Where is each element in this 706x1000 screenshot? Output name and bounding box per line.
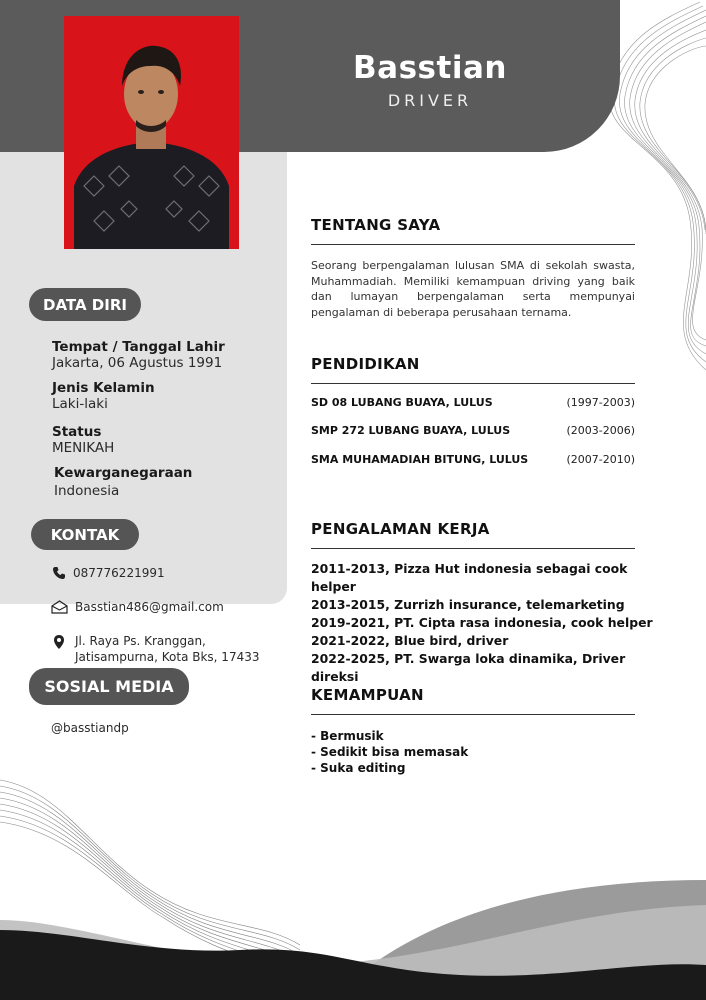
contact-address-line1: Jl. Raya Ps. Kranggan, — [75, 634, 206, 648]
experience-item: 2011-2013, Pizza Hut indonesia sebagai cook helper — [311, 561, 628, 594]
section-pill-personal: DATA DIRI — [29, 288, 141, 321]
field-value-nationality: Indonesia — [54, 483, 120, 499]
experience-item: 2013-2015, Zurrizh insurance, telemarketing — [311, 597, 625, 612]
experience-list — [311, 560, 671, 686]
section-title-experience: PENGALAMAN KERJA — [311, 520, 490, 538]
education-school: SMP 272 LUBANG BUAYA, LULUS — [311, 424, 511, 437]
section-divider-experience — [311, 548, 635, 549]
field-value-status: MENIKAH — [52, 440, 115, 456]
skills-list — [311, 728, 611, 776]
education-years: (2007-2010) — [566, 453, 635, 466]
about-text: Seorang berpengalaman lulusan SMA di sekolah swasta, Muhammadiah. Memiliki kemampuan driving yang baik dan lumayan berpengalaman serta mempunyai pengalaman di beberapa perusahaan ternama. — [311, 259, 635, 319]
location-pin-icon — [53, 634, 65, 650]
experience-item: 2022-2025, PT. Swarga loka dinamika, Driver direksi — [311, 651, 626, 684]
experience-item: 2021-2022, Blue bird, driver — [311, 633, 509, 648]
contact-address-line2: Jatisampurna, Kota Bks, 17433 — [75, 650, 260, 664]
field-label-nationality: Kewarganegaraan — [54, 465, 193, 481]
skill-item: - Sedikit bisa memasak — [311, 745, 469, 759]
field-label-birth: Tempat / Tanggal Lahir — [52, 339, 225, 355]
section-divider-education — [311, 383, 635, 384]
section-title-education: PENDIDIKAN — [311, 355, 420, 373]
education-years: (2003-2006) — [566, 424, 635, 437]
field-label-gender: Jenis Kelamin — [52, 380, 155, 396]
contact-email: Basstian486@gmail.com — [75, 600, 224, 614]
person-name: Basstian — [353, 50, 507, 86]
section-title-skills: KEMAMPUAN — [311, 686, 424, 704]
decorative-waves-bottom — [0, 770, 706, 1000]
field-value-birth: Jakarta, 06 Agustus 1991 — [52, 355, 223, 371]
profile-photo — [64, 16, 239, 249]
section-pill-social: SOSIAL MEDIA — [29, 668, 189, 705]
education-years: (1997-2003) — [566, 396, 635, 409]
skill-item: - Suka editing — [311, 761, 406, 775]
section-divider-about — [311, 244, 635, 245]
field-label-status: Status — [52, 424, 102, 440]
section-pill-contact: KONTAK — [31, 519, 139, 550]
section-title-about: TENTANG SAYA — [311, 216, 441, 234]
email-icon — [51, 600, 68, 614]
education-school: SD 08 LUBANG BUAYA, LULUS — [311, 396, 493, 409]
section-divider-skills — [311, 714, 635, 715]
skill-item: - Bermusik — [311, 729, 384, 743]
experience-item: 2019-2021, PT. Cipta rasa indonesia, cook helper — [311, 615, 653, 630]
education-school: SMA MUHAMADIAH BITUNG, LULUS — [311, 453, 529, 466]
job-title: DRIVER — [387, 91, 473, 110]
social-handle: @basstiandp — [51, 721, 129, 735]
field-value-gender: Laki-laki — [52, 396, 108, 412]
contact-phone: 087776221991 — [73, 566, 165, 580]
phone-icon — [52, 566, 66, 580]
